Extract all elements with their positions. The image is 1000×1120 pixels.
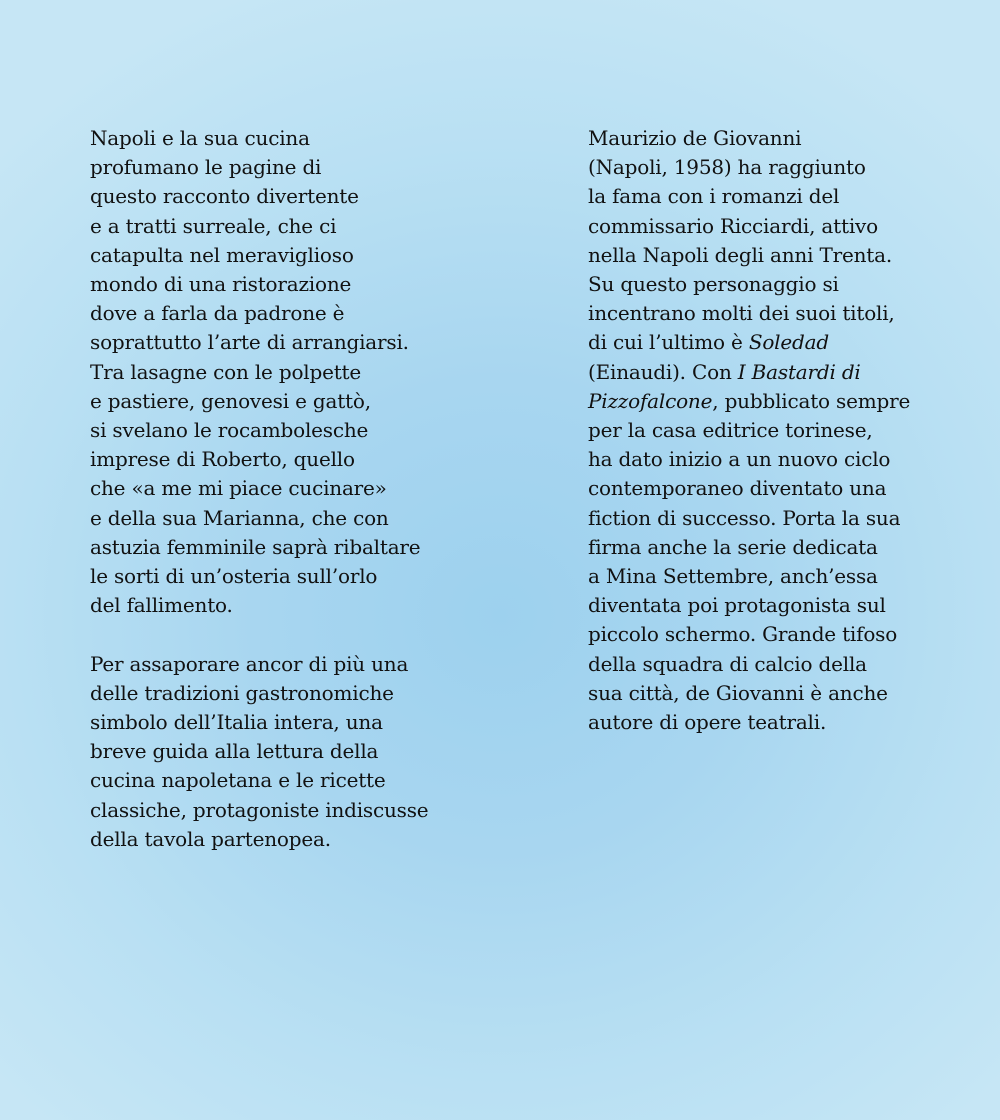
text-line: cucina napoletana e le ricette [90,768,386,793]
text-line: simbolo dell’Italia intera, una [90,710,383,735]
guide-paragraph [90,650,510,854]
text-line: Per assaporare ancor di più una [90,651,409,676]
text-line: incentrano molti dei suoi titoli, [588,301,895,326]
book-title-bastardi-part2: Pizzofalcone [588,388,713,413]
text-line: (Napoli, 1958) ha raggiunto [588,155,866,180]
text-line: e a tratti surreale, che ci [90,213,337,238]
text-line: catapulta nel meraviglioso [90,242,354,267]
text-line: astuzia femminile saprà ribaltare [90,534,421,559]
text-line: contemporaneo diventato una [588,476,887,501]
text-line: della squadra di calcio della [588,651,867,676]
text-line: mondo di una ristorazione [90,272,352,297]
text-line: piccolo schermo. Grande tifoso [588,622,898,647]
text-line: che «a me mi piace cucinare» [90,476,387,501]
book-synopsis-column [90,124,510,854]
synopsis-paragraph [90,124,510,620]
text-line: per la casa editrice torinese, [588,418,873,443]
book-title-soledad: Soledad [748,330,829,355]
text-line [588,328,988,357]
author-bio-column [588,124,988,737]
paragraph-spacer [90,620,510,649]
book-title-bastardi-part1: I Bastardi di [737,359,861,384]
text-line: breve guida alla lettura della [90,739,379,764]
text-line: ha dato inizio a un nuovo ciclo [588,447,891,472]
text-line: Su questo personaggio si [588,272,839,297]
text-line: firma anche la serie dedicata [588,534,878,559]
text-line: classiche, protagoniste indiscusse [90,797,429,822]
text-line: diventata poi protagonista sul [588,593,886,618]
text-line: della tavola partenopea. [90,826,331,851]
author-bio-paragraph [588,124,988,737]
text-line [588,358,988,387]
text-line: e pastiere, genovesi e gattò, [90,388,371,413]
text-line: dove a farla da padrone è [90,301,345,326]
text-fragment: di cui l’ultimo è [588,330,749,355]
text-line: commissario Ricciardi, attivo [588,213,878,238]
text-fragment: , pubblicato sempre [712,388,911,413]
text-line: le sorti di un’osteria sull’orlo [90,564,378,589]
text-line: a Mina Settembre, anch’essa [588,564,878,589]
text-line: Napoli e la sua cucina [90,126,310,150]
text-line: Maurizio de Giovanni [588,126,802,150]
text-fragment: (Einaudi). Con [588,359,738,384]
text-line: sua città, de Giovanni è anche [588,680,888,705]
text-line: fiction di successo. Porta la sua [588,505,901,530]
text-line: soprattutto l’arte di arrangiarsi. [90,330,409,355]
text-line [588,387,988,416]
text-line: delle tradizioni gastronomiche [90,680,394,705]
text-line: autore di opere teatrali. [588,710,827,735]
text-line: Tra lasagne con le polpette [90,359,362,384]
text-line: si svelano le rocambolesche [90,418,369,443]
text-line: profumano le pagine di [90,155,322,180]
text-line: nella Napoli degli anni Trenta. [588,242,892,267]
text-line: e della sua Marianna, che con [90,505,389,530]
text-line: del fallimento. [90,593,233,618]
text-line: la fama con i romanzi del [588,184,840,209]
text-line: imprese di Roberto, quello [90,447,355,472]
text-line: questo racconto divertente [90,184,359,209]
